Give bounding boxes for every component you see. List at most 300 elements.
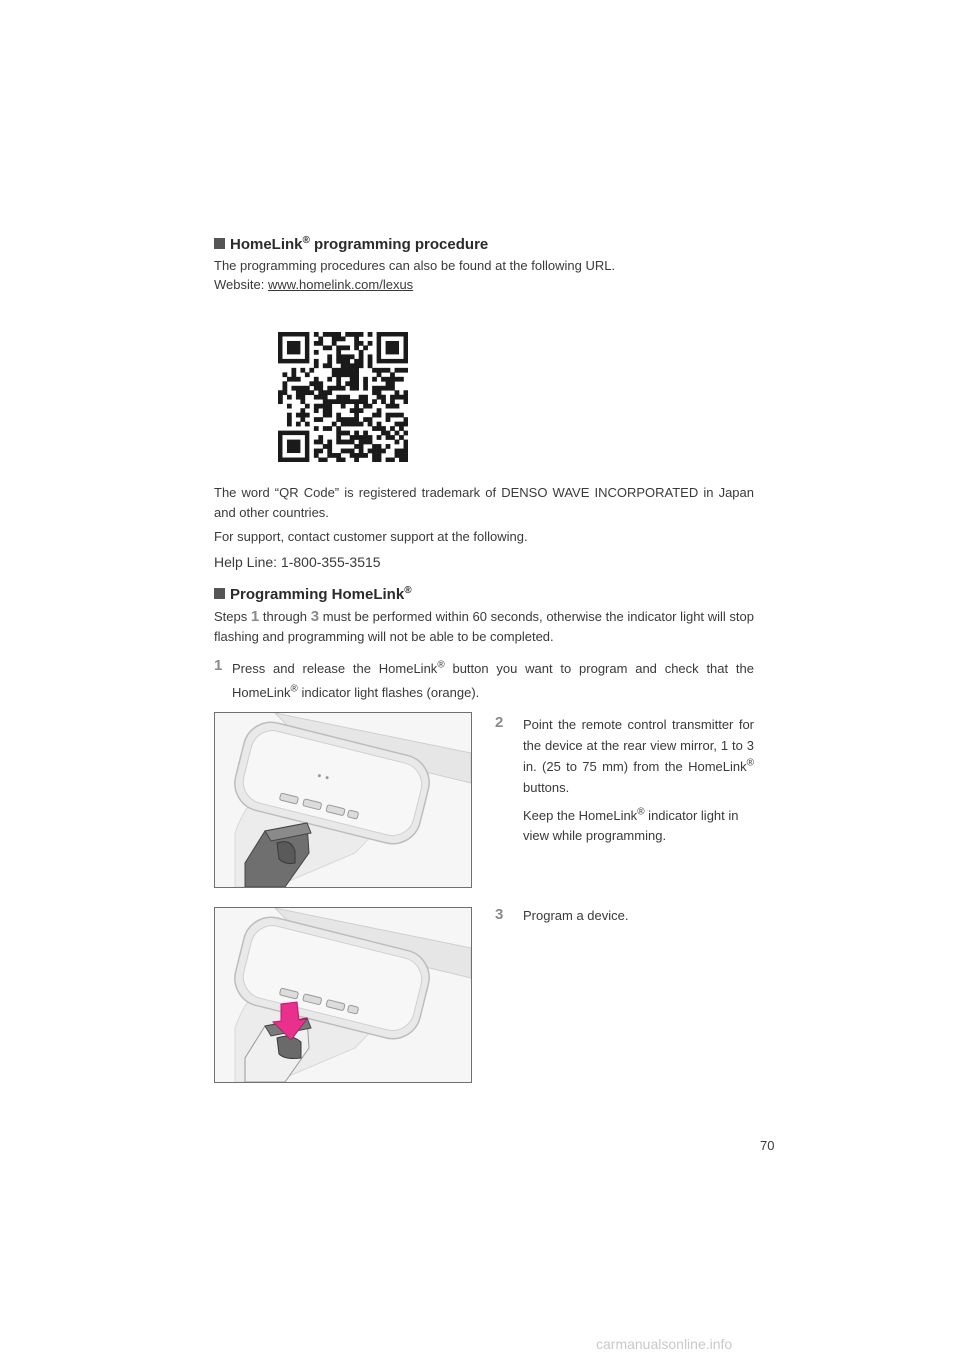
qr-module	[282, 390, 287, 395]
qr-module	[368, 332, 373, 337]
section-heading-homelink-procedure: HomeLink® programming procedure	[214, 236, 488, 253]
help-line: Help Line: 1-800-355-3515	[214, 554, 381, 570]
qr-module	[336, 399, 341, 404]
qr-module	[336, 350, 341, 355]
qr-module	[345, 381, 350, 386]
qr-module	[341, 399, 346, 404]
qr-module	[305, 404, 310, 409]
qr-module	[359, 350, 364, 355]
qr-module	[386, 368, 391, 373]
qr-module	[327, 453, 332, 458]
qr-module	[390, 404, 395, 409]
qr-module	[350, 381, 355, 386]
qr-module	[336, 381, 341, 386]
qr-module	[282, 372, 287, 377]
qr-module	[386, 404, 391, 409]
qr-module	[323, 390, 328, 395]
qr-module	[291, 372, 296, 377]
qr-module	[336, 395, 341, 400]
qr-module	[404, 395, 408, 400]
qr-module	[381, 395, 386, 400]
qr-module	[345, 422, 350, 427]
qr-module	[354, 422, 359, 427]
qr-module	[345, 368, 350, 373]
qr-module	[282, 386, 287, 391]
qr-module	[390, 399, 395, 404]
qr-module	[341, 345, 346, 350]
qr-module	[309, 381, 314, 386]
qr-module	[372, 399, 377, 404]
qr-module	[314, 404, 319, 409]
qr-module	[314, 381, 319, 386]
mirror-illustration	[215, 713, 471, 887]
qr-module	[395, 368, 400, 373]
qr-module	[318, 341, 323, 346]
qr-module	[359, 444, 364, 449]
qr-module	[354, 363, 359, 368]
qr-module	[377, 413, 382, 418]
qr-module	[341, 449, 346, 454]
qr-module	[323, 332, 328, 337]
qr-module	[323, 426, 328, 431]
qr-module	[314, 341, 319, 346]
qr-module	[296, 386, 301, 391]
qr-module	[318, 390, 323, 395]
qr-module	[350, 417, 355, 422]
qr-module	[314, 332, 319, 337]
qr-module	[350, 363, 355, 368]
qr-module	[377, 422, 382, 427]
qr-module	[314, 395, 319, 400]
qr-module	[332, 341, 337, 346]
qr-module	[287, 413, 292, 418]
qr-module	[381, 426, 386, 431]
qr-module	[399, 377, 404, 382]
qr-module	[341, 363, 346, 368]
qr-module	[350, 372, 355, 377]
qr-module	[341, 404, 346, 409]
qr-module	[404, 453, 408, 458]
qr-module	[377, 453, 382, 458]
qr-module	[359, 395, 364, 400]
qr-module	[354, 458, 359, 462]
qr-module	[386, 377, 391, 382]
qr-module	[318, 336, 323, 341]
qr-module	[300, 368, 305, 373]
qr-module	[390, 372, 395, 377]
url-intro-text: The programming procedures can also be found at the following URL.	[214, 258, 616, 273]
qr-module	[368, 341, 373, 346]
qr-module	[318, 381, 323, 386]
qr-module	[332, 372, 337, 377]
step-2-text: Point the remote control transmitter for the device at the rear view mirror, 1 to 3 in. (25 to 75 mm) from the HomeLink® buttons.	[523, 717, 754, 795]
qr-module	[386, 458, 391, 462]
qr-module	[345, 359, 350, 364]
qr-module	[354, 345, 359, 350]
qr-module	[300, 395, 305, 400]
qr-module	[336, 453, 341, 458]
qr-module	[381, 399, 386, 404]
qr-module	[390, 377, 395, 382]
qr-module	[354, 435, 359, 440]
qr-module	[336, 345, 341, 350]
qr-module	[363, 386, 368, 391]
qr-module	[336, 354, 341, 359]
qr-module	[323, 458, 328, 462]
qr-module	[341, 359, 346, 364]
qr-module	[336, 368, 341, 373]
qr-module	[336, 332, 341, 337]
qr-module	[395, 453, 400, 458]
qr-module	[327, 449, 332, 454]
qr-code-graphic	[278, 332, 408, 462]
qr-module	[305, 422, 310, 427]
qr-module	[372, 377, 377, 382]
qr-module	[327, 386, 332, 391]
qr-module	[404, 422, 408, 427]
qr-module	[395, 449, 400, 454]
qr-module	[381, 431, 386, 436]
qr-module	[399, 368, 404, 373]
qr-module	[300, 413, 305, 418]
qr-module	[327, 345, 332, 350]
qr-module	[399, 413, 404, 418]
qr-module	[363, 345, 368, 350]
qr-module	[372, 390, 377, 395]
qr-module	[363, 417, 368, 422]
qr-module	[390, 435, 395, 440]
qr-module	[395, 377, 400, 382]
qr-module	[341, 336, 346, 341]
qr-module	[327, 332, 332, 337]
qr-module	[390, 386, 395, 391]
qr-module	[323, 444, 328, 449]
qr-module	[323, 395, 328, 400]
qr-module	[368, 363, 373, 368]
qr-module	[395, 440, 400, 445]
qr-module	[323, 404, 328, 409]
qr-module	[354, 332, 359, 337]
qr-module	[359, 435, 364, 440]
qr-module	[327, 363, 332, 368]
qr-module	[327, 390, 332, 395]
qr-module	[377, 390, 382, 395]
qr-module	[354, 408, 359, 413]
figure-program-device	[214, 907, 472, 1083]
qr-module	[336, 440, 341, 445]
qr-module	[350, 422, 355, 427]
qr-module	[359, 422, 364, 427]
qr-module	[323, 345, 328, 350]
qr-module	[341, 368, 346, 373]
qr-module	[296, 422, 301, 427]
qr-module	[354, 453, 359, 458]
qr-module	[314, 377, 319, 382]
qr-module	[404, 368, 408, 373]
step-3-text: Program a device.	[523, 908, 629, 923]
qr-module	[377, 444, 382, 449]
qr-module	[309, 390, 314, 395]
qr-module	[327, 408, 332, 413]
qr-module	[359, 341, 364, 346]
qr-module	[377, 368, 382, 373]
qr-module	[314, 440, 319, 445]
qr-module	[350, 435, 355, 440]
qr-module	[341, 386, 346, 391]
qr-module	[354, 404, 359, 409]
qr-module	[354, 377, 359, 382]
support-text: For support, contact customer support at the following.	[214, 529, 528, 544]
steps-intro: Steps 1 through 3 must be performed within 60 seconds, otherwise the indicator light will stop flashing and programming will not be able to be completed.	[214, 608, 754, 644]
step-2-note: Keep the HomeLink® indicator light in view while programming.	[523, 806, 739, 843]
qr-module	[359, 449, 364, 454]
step-1-text: Press and release the HomeLink® button you want to program and check that the HomeLink® indicator light flashes (orange).	[232, 659, 754, 700]
qr-module	[390, 458, 395, 462]
step-number-3: 3	[495, 906, 504, 923]
qr-module	[399, 453, 404, 458]
qr-module	[336, 372, 341, 377]
qr-module	[336, 417, 341, 422]
qr-module	[399, 422, 404, 427]
qr-module	[354, 368, 359, 373]
qr-module	[336, 426, 341, 431]
qr-module	[363, 399, 368, 404]
qr-module	[323, 413, 328, 418]
qr-module	[345, 363, 350, 368]
qr-module	[345, 372, 350, 377]
qr-module	[314, 359, 319, 364]
qr-module	[314, 453, 319, 458]
qr-module	[336, 336, 341, 341]
qr-module	[381, 386, 386, 391]
qr-module	[318, 386, 323, 391]
qr-module	[377, 372, 382, 377]
qr-module	[377, 386, 382, 391]
qr-module	[345, 395, 350, 400]
qr-module	[287, 404, 292, 409]
qr-module	[386, 417, 391, 422]
qr-module	[296, 395, 301, 400]
qr-module	[318, 440, 323, 445]
qr-module	[386, 444, 391, 449]
qr-module	[363, 395, 368, 400]
qr-module	[300, 390, 305, 395]
qr-module	[354, 413, 359, 418]
step-number-2: 2	[495, 714, 504, 731]
qr-module	[350, 386, 355, 391]
qr-module	[363, 453, 368, 458]
section-heading-programming-homelink: Programming HomeLink®	[214, 586, 412, 603]
qr-module	[390, 395, 395, 400]
qr-module	[368, 449, 373, 454]
qr-module	[354, 399, 359, 404]
qr-module	[291, 386, 296, 391]
qr-module	[327, 404, 332, 409]
square-bullet-icon	[214, 588, 225, 599]
qr-module	[372, 386, 377, 391]
qr-module	[336, 431, 341, 436]
qr-module	[386, 435, 391, 440]
qr-module	[345, 431, 350, 436]
qr-module	[368, 404, 373, 409]
qr-module	[278, 390, 283, 395]
qr-module	[341, 417, 346, 422]
qr-module	[359, 440, 364, 445]
qr-module	[354, 431, 359, 436]
qr-module	[404, 390, 408, 395]
qr-module	[359, 354, 364, 359]
qr-module	[395, 431, 400, 436]
qr-module	[323, 363, 328, 368]
qr-module	[287, 440, 300, 453]
qr-module	[399, 458, 404, 462]
qr-module	[386, 381, 391, 386]
qr-module	[345, 332, 350, 337]
qr-module	[359, 399, 364, 404]
qr-module	[399, 435, 404, 440]
qr-module	[354, 444, 359, 449]
qr-module	[359, 408, 364, 413]
website-link[interactable]: www.homelink.com/lexus	[267, 277, 414, 292]
qr-module	[336, 377, 341, 382]
qr-module	[404, 417, 408, 422]
qr-module	[363, 440, 368, 445]
qr-module	[336, 458, 341, 462]
qr-module	[372, 426, 377, 431]
qr-module	[386, 386, 391, 391]
qr-module	[327, 377, 332, 382]
qr-module	[336, 435, 341, 440]
qr-module	[395, 413, 400, 418]
qr-module	[336, 386, 341, 391]
qr-module	[327, 399, 332, 404]
qr-module	[332, 386, 337, 391]
qr-module	[287, 395, 292, 400]
qr-module	[395, 390, 400, 395]
qr-module	[363, 381, 368, 386]
qr-module	[336, 413, 341, 418]
qr-module	[372, 453, 377, 458]
step-number-1: 1	[214, 657, 223, 674]
square-bullet-icon	[214, 238, 225, 249]
qr-module	[314, 386, 319, 391]
qr-module	[318, 395, 323, 400]
qr-module	[350, 377, 355, 382]
qr-module	[300, 408, 305, 413]
qr-module	[318, 458, 323, 462]
qr-module	[372, 449, 377, 454]
qr-module	[363, 404, 368, 409]
qr-module	[377, 408, 382, 413]
qr-module	[305, 390, 310, 395]
qr-module	[341, 354, 346, 359]
figure-rear-view-mirror-transmitter	[214, 712, 472, 888]
qr-module	[381, 368, 386, 373]
qr-module	[296, 413, 301, 418]
qr-module	[372, 444, 377, 449]
qr-module	[291, 368, 296, 373]
qr-module	[404, 449, 408, 454]
qr-module	[314, 363, 319, 368]
qr-module	[332, 399, 337, 404]
qr-module	[372, 368, 377, 373]
website-line: Website: www.homelink.com/lexus	[214, 277, 414, 292]
qr-trademark-note: The word “QR Code” is registered trademark of DENSO WAVE INCORPORATED in Japan and other countries.	[214, 485, 754, 520]
qr-module	[318, 404, 323, 409]
qr-module	[404, 444, 408, 449]
qr-module	[336, 359, 341, 364]
qr-module	[363, 377, 368, 382]
qr-module	[332, 336, 337, 341]
qr-module	[314, 449, 319, 454]
qr-module	[341, 458, 346, 462]
qr-module	[399, 449, 404, 454]
qr-module	[372, 458, 377, 462]
qr-module	[341, 431, 346, 436]
qr-module	[359, 332, 364, 337]
qr-module	[287, 377, 292, 382]
qr-module	[404, 399, 408, 404]
qr-module	[287, 422, 292, 427]
qr-module	[350, 354, 355, 359]
qr-module	[395, 395, 400, 400]
qr-module	[282, 381, 287, 386]
qr-module	[404, 431, 408, 436]
qr-module	[350, 332, 355, 337]
qr-module	[386, 413, 391, 418]
qr-module	[314, 408, 319, 413]
qr-module	[327, 354, 332, 359]
qr-module	[350, 453, 355, 458]
qr-module	[345, 440, 350, 445]
qr-module	[390, 381, 395, 386]
qr-module	[305, 413, 310, 418]
qr-module	[368, 435, 373, 440]
qr-module	[314, 426, 319, 431]
qr-module	[354, 386, 359, 391]
qr-module	[404, 440, 408, 445]
qr-module	[354, 381, 359, 386]
qr-module	[305, 372, 310, 377]
qr-module	[390, 413, 395, 418]
qr-module	[350, 408, 355, 413]
qr-module	[354, 417, 359, 422]
qr-module	[386, 341, 399, 354]
qr-module	[363, 431, 368, 436]
qr-module	[278, 399, 283, 404]
qr-module	[390, 426, 395, 431]
watermark: carmanualsonline.info	[596, 1336, 733, 1352]
qr-module	[332, 453, 337, 458]
qr-module	[399, 426, 404, 431]
qr-module	[359, 453, 364, 458]
qr-module	[332, 332, 337, 337]
qr-module	[345, 417, 350, 422]
qr-module	[359, 363, 364, 368]
qr-module	[287, 341, 300, 354]
qr-module	[327, 413, 332, 418]
qr-module	[350, 449, 355, 454]
qr-module	[354, 341, 359, 346]
page-number: 70	[760, 1138, 775, 1153]
qr-module	[377, 435, 382, 440]
qr-module	[368, 440, 373, 445]
qr-module	[341, 372, 346, 377]
qr-module	[381, 449, 386, 454]
qr-module	[368, 359, 373, 364]
qr-module	[327, 440, 332, 445]
qr-module	[341, 440, 346, 445]
